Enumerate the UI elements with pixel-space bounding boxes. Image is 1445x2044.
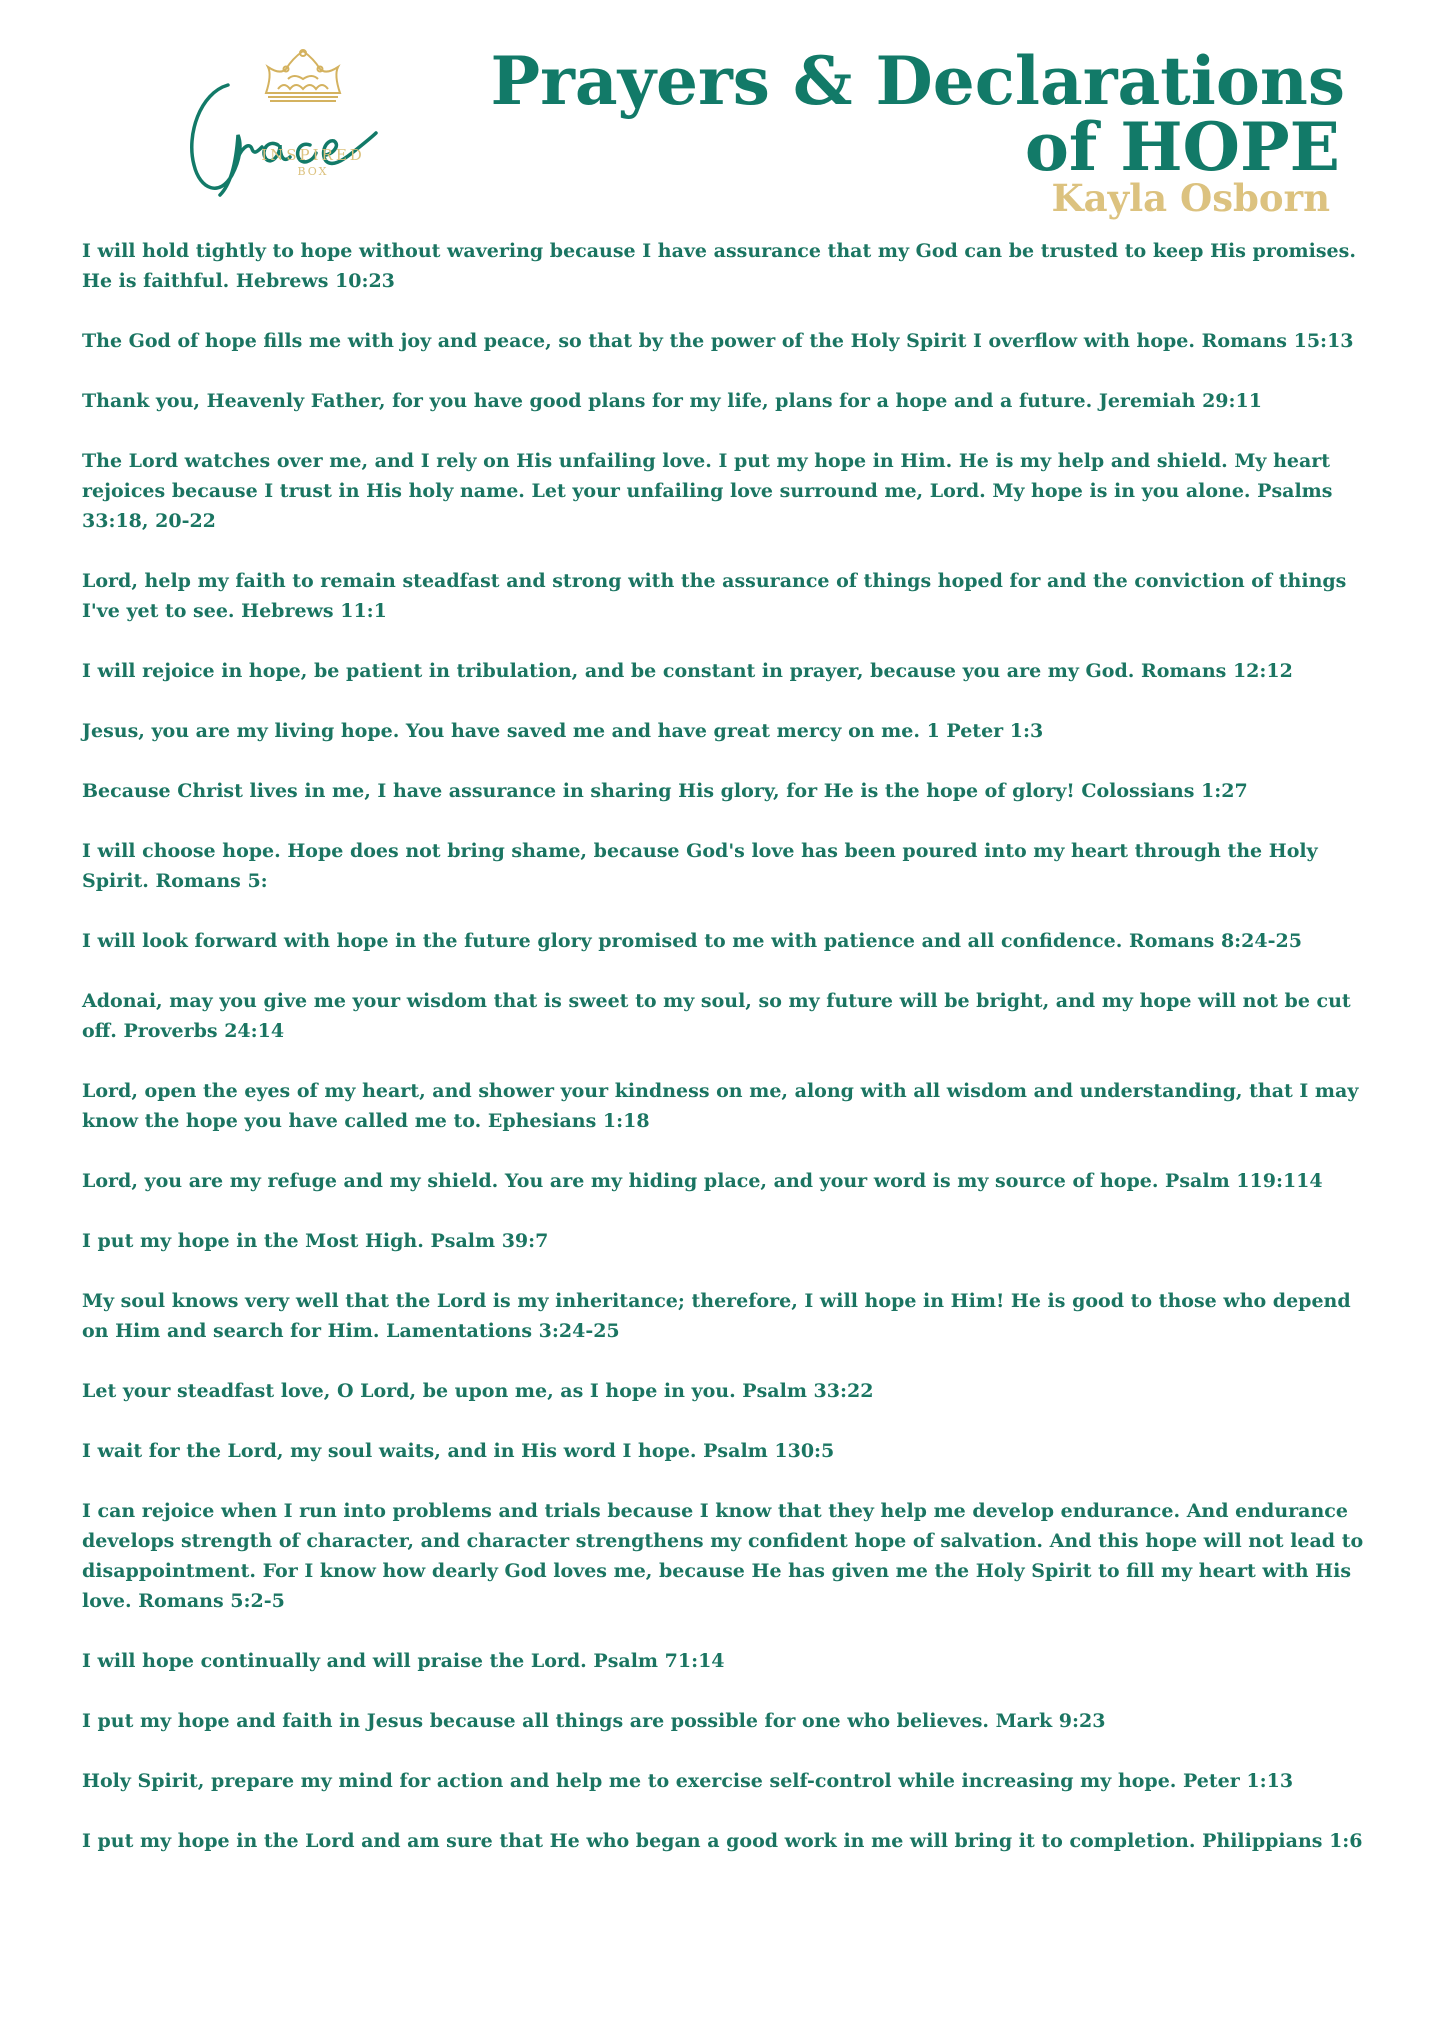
declaration-item: The God of hope fills me with joy and peace, so that by the power of the Holy Spirit I overflow with hope. Romans 15:13 [82, 330, 1354, 352]
declaration-item: I will choose hope. Hope does not bring shame, because God's love has been poured into my heart through the Holy Spirit. Romans 5: [82, 840, 1318, 892]
declaration-item: I will rejoice in hope, be patient in tribulation, and be constant in prayer, because you are my God. Romans 12:12 [82, 660, 1293, 682]
declaration-item: I will look forward with hope in the future glory promised to me with patience and all confidence. Romans 8:24-25 [82, 930, 1302, 952]
declaration-item: Let your steadfast love, O Lord, be upon me, as I hope in you. Psalm 33:22 [82, 1380, 874, 1402]
declaration-item: The Lord watches over me, and I rely on His unfailing love. I put my hope in Him. He is my help and shield. My heart rejoices because I trust in His holy name. Let your unfailing love surround me, Lord. My hope is in you alone. Psalms 33:18, 20-22 [82, 450, 1333, 532]
declaration-item: I wait for the Lord, my soul waits, and in His word I hope. Psalm 130:5 [82, 1440, 835, 1462]
declaration-item: My soul knows very well that the Lord is my inheritance; therefore, I will hope in Him! He is good to those who depend on Him and search for Him. Lamentations 3:24-25 [82, 1290, 1351, 1342]
declaration-item: Lord, you are my refuge and my shield. You are my hiding place, and your word is my source of hope. Psalm 119:114 [82, 1170, 1323, 1192]
declaration-item: I put my hope and faith in Jesus because all things are possible for one who believes. Mark 9:23 [82, 1710, 1106, 1732]
title-block [445, 42, 1345, 220]
page-title-line-1: Prayers & Declarations [490, 42, 1345, 120]
declaration-item: I can rejoice when I run into problems and trials because I know that they help me develop endurance. And endurance develops strength of character, and character strengthens my confident hope of salvation. And this hope will not lead to disappointment. For I know how dearly God loves me, because He has given me the Holy Spirit to fill my heart with His love. Romans 5:2-5 [82, 1500, 1364, 1612]
declaration-item: Lord, open the eyes of my heart, and shower your kindness on me, along with all wisdom and understanding, that I may know the hope you have called me to. Ephesians 1:18 [82, 1080, 1359, 1132]
declaration-item: I will hold tightly to hope without wavering because I have assurance that my God can be trusted to keep His promises. He is faithful. Hebrews 10:23 [82, 240, 1356, 292]
declaration-item: I put my hope in the Most High. Psalm 39:7 [82, 1230, 549, 1252]
declaration-item: I will hope continually and will praise the Lord. Psalm 71:14 [82, 1650, 725, 1672]
declaration-item: Jesus, you are my living hope. You have saved me and have great mercy on me. 1 Peter 1:3 [82, 720, 1044, 742]
declaration-item: Because Christ lives in me, I have assurance in sharing His glory, for He is the hope of glory! Colossians 1:27 [82, 780, 1248, 802]
declaration-item: Holy Spirit, prepare my mind for action and help me to exercise self-control while increasing my hope. Peter 1:13 [82, 1770, 1294, 1792]
grace-inspired-box-logo [180, 45, 380, 205]
declaration-item: I put my hope in the Lord and am sure that He who began a good work in me will bring it to completion. Philippians 1:6 [82, 1830, 1363, 1852]
grace-script-logo [180, 65, 380, 215]
declaration-item: Thank you, Heavenly Father, for you have good plans for my life, plans for a hope and a future. Jeremiah 29:11 [82, 390, 1262, 412]
declaration-item: Lord, help my faith to remain steadfast and strong with the assurance of things hoped for and the conviction of things I've yet to see. Hebrews 11:1 [82, 570, 1347, 622]
logo-box-text: BOX [297, 165, 329, 178]
author-name: Kayla Osborn [1051, 176, 1330, 220]
declarations-list [82, 236, 1372, 1886]
declaration-item: Adonai, may you give me your wisdom that is sweet to my soul, so my future will be bright, and my hope will not be cut off. Proverbs 24:14 [82, 990, 1351, 1042]
page-title-line-2: of HOPE [1024, 108, 1340, 186]
logo-inspired-text: INSPIRED [261, 146, 365, 164]
